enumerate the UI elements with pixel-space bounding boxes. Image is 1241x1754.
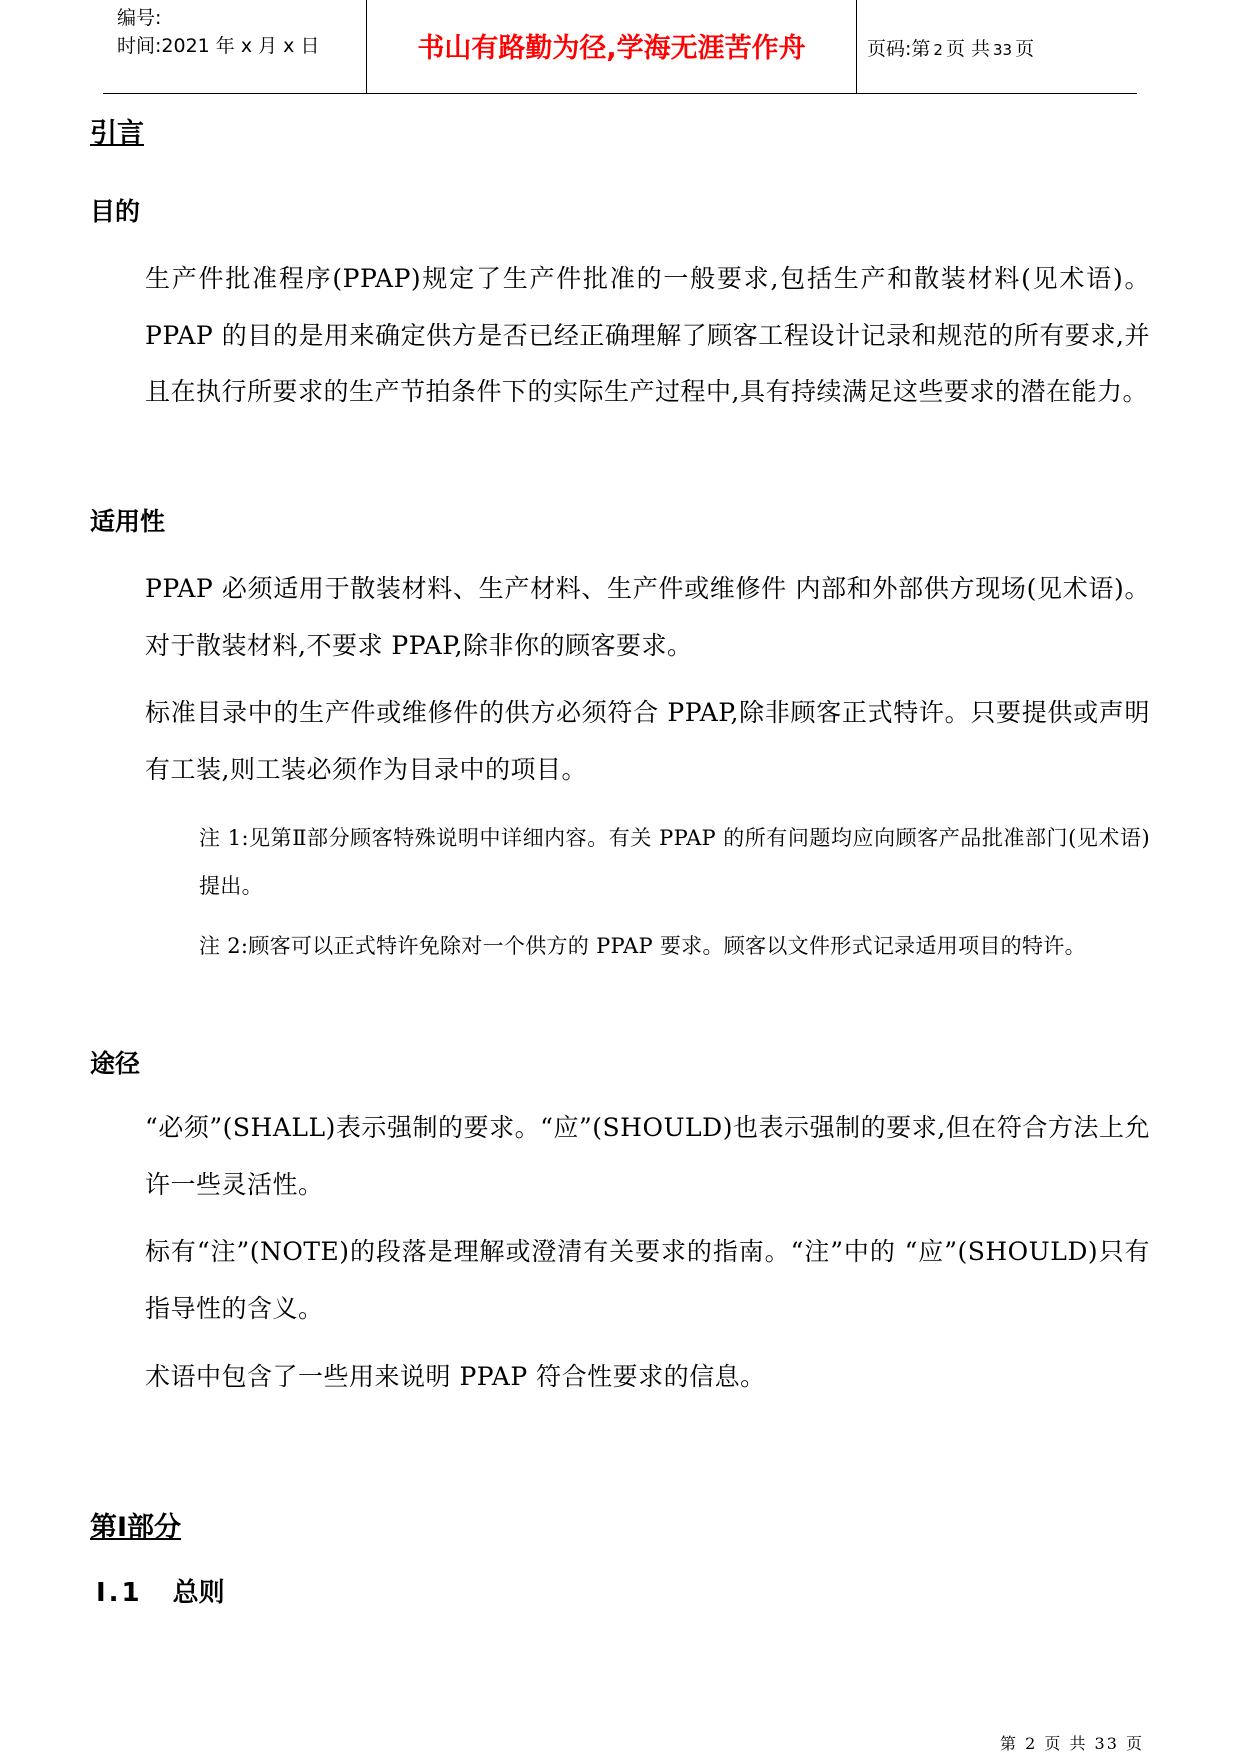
header-meta — [117, 4, 319, 60]
paragraph-approach-1: “必须”(SHALL)表示强制的要求。“应”(SHOULD)也表示强制的要求,但在符合方法上允许一些灵活性。 — [145, 1113, 1150, 1199]
paragraph-purpose: 生产件批准程序(PPAP)规定了生产件批准的一般要求,包括生产和散装材料(见术语)。PPAP 的目的是用来确定供方是否已经正确理解了顾客工程设计记录和规范的所有要求,并且在执行所要求的生产节拍条件下的实际生产过程中,具有持续满足这些要求的潜在能力。 — [145, 264, 1150, 406]
paragraph-approach-2: 标有“注”(NOTE)的段落是理解或澄清有关要求的指南。“注”中的 “应”(SHOULD)只有指导性的含义。 — [145, 1237, 1150, 1323]
heading-part-one: 第Ⅰ部分 — [90, 1512, 182, 1543]
page-number: 2 — [933, 41, 943, 59]
heading-purpose: 目的 — [90, 197, 141, 226]
note-2: 注 2:顾客可以正式特许免除对一个供方的 PPAP 要求。顾客以文件形式记录适用项目的特许。 — [199, 934, 1086, 958]
page-suffix: 页 — [1015, 38, 1035, 60]
header-page-indicator — [867, 34, 1034, 61]
heading-introduction: 引言 — [90, 118, 144, 149]
page-header — [103, 0, 1137, 94]
section-title: 总则 — [172, 1578, 225, 1608]
page-mid: 页 共 — [945, 38, 990, 60]
header-motto: 书山有路勤为径,学海无涯苦作舟 — [417, 33, 806, 64]
page-footer: 第 2 页 共 33 页 — [1000, 1734, 1144, 1753]
heading-applicability: 适用性 — [90, 507, 166, 536]
page-total: 33 — [993, 41, 1013, 59]
section-heading-general — [96, 1572, 225, 1609]
paragraph-applicability-2: 标准目录中的生产件或维修件的供方必须符合 PPAP,除非顾客正式特许。只要提供或声明有工装,则工装必须作为目录中的项目。 — [145, 698, 1150, 784]
paragraph-approach-3: 术语中包含了一些用来说明 PPAP 符合性要求的信息。 — [145, 1362, 766, 1391]
note-1: 注 1:见第Ⅱ部分顾客特殊说明中详细内容。有关 PPAP 的所有问题均应向顾客产品批准部门(见术语)提出。 — [199, 826, 1150, 898]
page-prefix: 页码:第 — [867, 38, 931, 60]
header-divider — [856, 0, 857, 93]
document-date: 时间:2021 年 x 月 x 日 — [117, 35, 320, 57]
heading-approach: 途径 — [90, 1049, 141, 1078]
document-code-label: 编号: — [117, 7, 162, 29]
section-number: Ⅰ.1 — [96, 1578, 143, 1608]
paragraph-applicability-1: PPAP 必须适用于散装材料、生产材料、生产件或维修件 内部和外部供方现场(见术语)。对于散装材料,不要求 PPAP,除非你的顾客要求。 — [145, 574, 1150, 660]
